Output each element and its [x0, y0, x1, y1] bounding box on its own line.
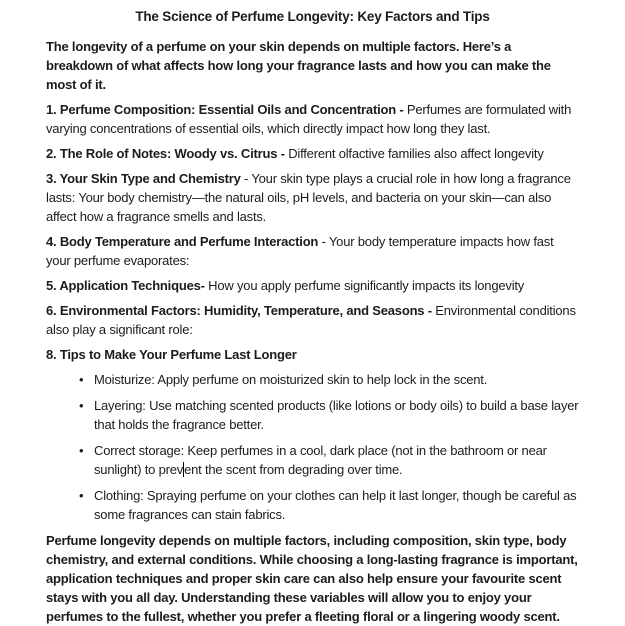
- section-4-heading: 4. Body Temperature and Perfume Interaction: [46, 234, 319, 249]
- section-1-body: Perfumes are formulated with varying concentrations of essential oils, which directly impact how long they last.: [46, 102, 572, 136]
- tip-text: Clothing: Spraying perfume on your clothes can help it last longer, though be careful as some fragrances can stain fabrics.: [94, 488, 577, 522]
- intro-paragraph: The longevity of a perfume on your skin depends on multiple factors. Here’s a breakdown of what affects how long your fragrance lasts and how you can make the most of it.: [46, 39, 551, 92]
- section-4-paragraph: [46, 232, 579, 270]
- section-4-body: - Your body temperature impacts how fast your perfume evaporates:: [46, 234, 554, 268]
- section-5-body: How you apply perfume significantly impacts its longevity: [204, 278, 525, 293]
- tips-heading: 8. Tips to Make Your Perfume Last Longer: [46, 347, 297, 362]
- bullet-icon: •: [79, 488, 84, 503]
- tip-item-correct-storage: [46, 441, 579, 479]
- section-1-heading: 1. Perfume Composition: Essential Oils and Concentration -: [46, 102, 404, 117]
- tip-text-after-cursor: ent the scent from degrading over time.: [184, 462, 403, 477]
- section-6-heading: 6. Environmental Factors: Humidity, Temperature, and Seasons -: [46, 303, 432, 318]
- section-6-body: Environmental conditions also play a significant role:: [46, 303, 576, 337]
- section-6-paragraph: [46, 301, 579, 339]
- bullet-icon: •: [79, 372, 84, 387]
- section-5-heading: 5. Application Techniques-: [46, 278, 205, 293]
- tip-item-layering: [46, 396, 579, 434]
- conclusion-paragraph: Perfume longevity depends on multiple factors, including composition, skin type, body chemistry, and external conditions. While choosing a long-lasting fragrance is important, application techniques and proper skin care can also help ensure your favourite scent stays with you all day. Understanding these variables will allow you to enjoy your perfumes to the fullest, whether you prefer a fleeting floral or a lingering woody scent.: [46, 533, 578, 624]
- section-2-paragraph: [46, 144, 579, 163]
- section-1-paragraph: [46, 100, 579, 138]
- bullet-icon: •: [79, 398, 84, 413]
- section-2-heading: 2. The Role of Notes: Woody vs. Citrus -: [46, 146, 285, 161]
- section-3-heading: 3. Your Skin Type and Chemistry: [46, 171, 241, 186]
- section-5-paragraph: [46, 276, 579, 295]
- tips-list: [46, 370, 579, 524]
- tip-text-before-cursor: Correct storage: Keep perfumes in a cool, dark place (not in the bathroom or near sunlight) to prev: [94, 443, 547, 477]
- tip-text: Moisturize: Apply perfume on moisturized skin to help lock in the scent.: [94, 372, 488, 387]
- tip-text: Layering: Use matching scented products (like lotions or body oils) to build a base layer that holds the fragrance better.: [94, 398, 579, 432]
- document-title: The Science of Perfume Longevity: Key Factors and Tips: [135, 9, 490, 24]
- bullet-icon: •: [79, 443, 84, 458]
- tip-item-moisturize: [46, 370, 579, 389]
- tip-item-clothing: [46, 486, 579, 524]
- section-3-paragraph: [46, 169, 579, 226]
- section-3-body: - Your skin type plays a crucial role in how long a fragrance lasts: Your body chemistry—the natural oils, pH levels, and bacteria on your skin—can also affect how a fragrance smells and lasts.: [46, 171, 571, 224]
- section-2-body: Different olfactive families also affect longevity: [284, 146, 544, 161]
